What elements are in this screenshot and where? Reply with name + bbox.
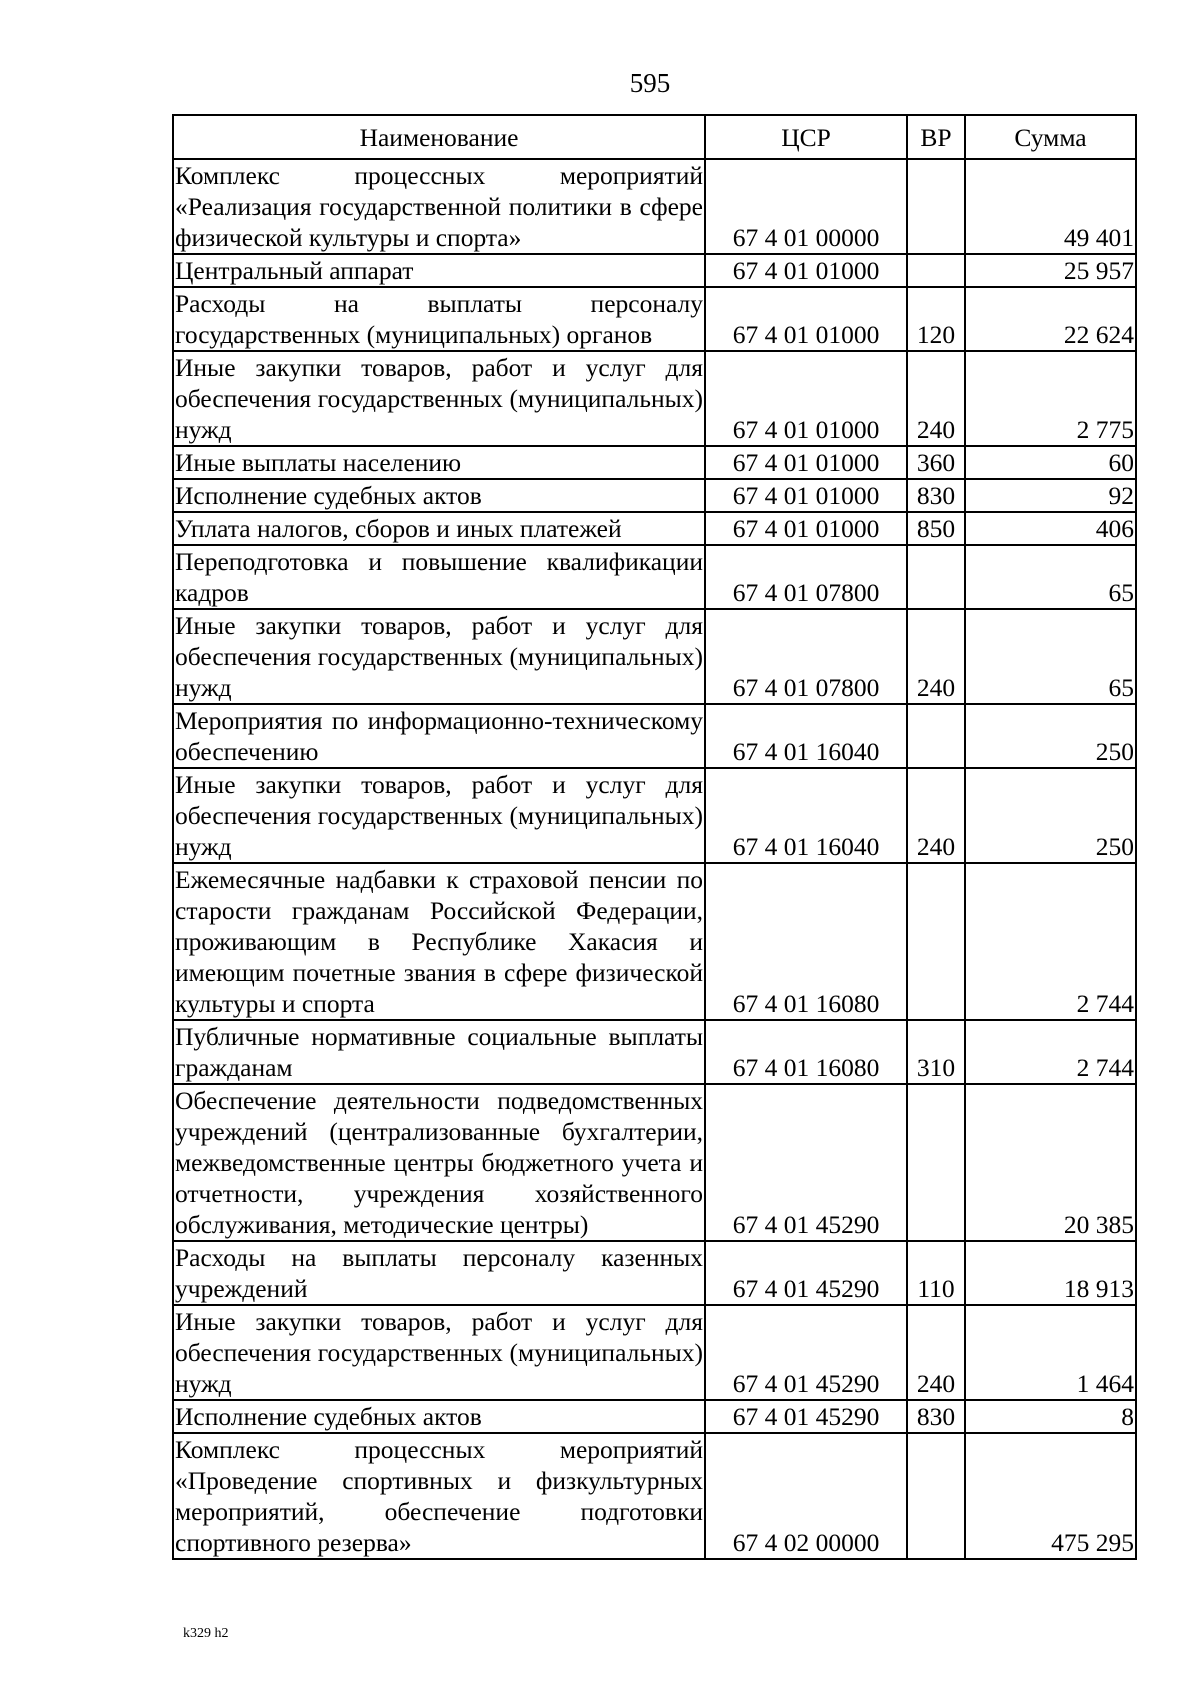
row-name-cell: Уплата налогов, сборов и иных платежей <box>173 512 705 545</box>
table-row <box>173 609 1136 704</box>
row-vr-cell <box>907 254 965 287</box>
row-name-cell: Комплекс процессных мероприятий «Реализация государственной политики в сфере физической культуры и спорта» <box>175 161 703 252</box>
row-vr-cell <box>907 1084 965 1241</box>
row-csr-cell: 67 4 01 16040 <box>705 768 907 863</box>
table-row <box>173 512 1136 545</box>
row-csr-cell: 67 4 01 45290 <box>705 1241 907 1305</box>
row-csr-cell: 67 4 01 45290 <box>705 1305 907 1400</box>
row-csr-cell: 67 4 01 01000 <box>705 512 907 545</box>
table-row <box>173 159 1136 254</box>
row-sum-cell: 8 <box>965 1400 1136 1433</box>
row-name-cell: Обеспечение деятельности подведомственных учреждений (централизованные бухгалтерии, межведомственные центры бюджетного учета и отчетности, учреждения хозяйственного обслуживания, методические центры) <box>175 1086 703 1239</box>
row-vr-cell: 120 <box>907 287 965 351</box>
row-name-cell: Комплекс процессных мероприятий «Проведение спортивных и физкультурных мероприятий, обеспечение подготовки спортивного резерва» <box>175 1435 703 1557</box>
row-name-cell: Расходы на выплаты персоналу казенных учреждений <box>175 1243 703 1303</box>
row-sum-cell: 25 957 <box>965 254 1136 287</box>
row-sum-cell: 92 <box>965 479 1136 512</box>
row-name-cell: Ежемесячные надбавки к страховой пенсии по старости гражданам Российской Федерации, проживающим в Республике Хакасия и имеющим почетные звания в сфере физической культуры и спорта <box>175 865 703 1018</box>
table-row <box>173 768 1136 863</box>
row-csr-cell: 67 4 01 01000 <box>705 287 907 351</box>
row-sum-cell: 65 <box>965 545 1136 609</box>
header-sum: Сумма <box>965 115 1136 159</box>
row-name-cell: Переподготовка и повышение квалификации кадров <box>175 547 703 607</box>
row-name-cell: Иные выплаты населению <box>173 446 705 479</box>
row-sum-cell: 2 744 <box>965 863 1136 1020</box>
row-vr-cell: 240 <box>907 351 965 446</box>
row-sum-cell: 2 775 <box>965 351 1136 446</box>
row-vr-cell <box>907 1433 965 1559</box>
table-row <box>173 254 1136 287</box>
table-row <box>173 1400 1136 1433</box>
row-csr-cell: 67 4 01 45290 <box>705 1084 907 1241</box>
table-row <box>173 1084 1136 1241</box>
table-row <box>173 1020 1136 1084</box>
budget-table <box>172 114 1137 1560</box>
row-sum-cell: 1 464 <box>965 1305 1136 1400</box>
row-name-cell: Исполнение судебных актов <box>173 479 705 512</box>
row-csr-cell: 67 4 01 07800 <box>705 545 907 609</box>
table-row <box>173 1433 1136 1559</box>
row-csr-cell: 67 4 01 16080 <box>705 863 907 1020</box>
row-csr-cell: 67 4 02 00000 <box>705 1433 907 1559</box>
row-sum-cell: 20 385 <box>965 1084 1136 1241</box>
row-vr-cell: 850 <box>907 512 965 545</box>
header-name: Наименование <box>173 115 705 159</box>
row-sum-cell: 250 <box>965 768 1136 863</box>
row-name-cell: Расходы на выплаты персоналу государственных (муниципальных) органов <box>175 289 703 349</box>
row-sum-cell: 250 <box>965 704 1136 768</box>
table-row <box>173 704 1136 768</box>
row-sum-cell: 18 913 <box>965 1241 1136 1305</box>
row-vr-cell: 360 <box>907 446 965 479</box>
row-name-cell: Исполнение судебных актов <box>173 1400 705 1433</box>
footer-code: k329 h2 <box>183 1626 229 1641</box>
table-row <box>173 1241 1136 1305</box>
row-vr-cell <box>907 545 965 609</box>
row-sum-cell: 65 <box>965 609 1136 704</box>
row-sum-cell: 49 401 <box>965 159 1136 254</box>
row-sum-cell: 22 624 <box>965 287 1136 351</box>
row-sum-cell: 475 295 <box>965 1433 1136 1559</box>
table-row <box>173 479 1136 512</box>
row-vr-cell <box>907 159 965 254</box>
row-name-cell: Иные закупки товаров, работ и услуг для обеспечения государственных (муниципальных) нужд <box>175 611 703 702</box>
row-vr-cell: 240 <box>907 1305 965 1400</box>
row-vr-cell: 240 <box>907 768 965 863</box>
row-csr-cell: 67 4 01 01000 <box>705 254 907 287</box>
table-row <box>173 545 1136 609</box>
row-name-cell: Иные закупки товаров, работ и услуг для обеспечения государственных (муниципальных) нужд <box>175 770 703 861</box>
row-name-cell: Иные закупки товаров, работ и услуг для обеспечения государственных (муниципальных) нужд <box>175 353 703 444</box>
row-vr-cell: 110 <box>907 1241 965 1305</box>
table-header-row <box>173 115 1136 159</box>
row-sum-cell: 2 744 <box>965 1020 1136 1084</box>
header-vr: ВР <box>907 115 965 159</box>
row-name-cell: Мероприятия по информационно-техническому обеспечению <box>175 706 703 766</box>
table-row <box>173 863 1136 1020</box>
row-csr-cell: 67 4 01 00000 <box>705 159 907 254</box>
row-name-cell: Иные закупки товаров, работ и услуг для обеспечения государственных (муниципальных) нужд <box>175 1307 703 1398</box>
row-csr-cell: 67 4 01 07800 <box>705 609 907 704</box>
row-vr-cell: 240 <box>907 609 965 704</box>
row-name-cell: Центральный аппарат <box>173 254 705 287</box>
row-csr-cell: 67 4 01 01000 <box>705 351 907 446</box>
row-csr-cell: 67 4 01 16040 <box>705 704 907 768</box>
row-csr-cell: 67 4 01 01000 <box>705 446 907 479</box>
row-csr-cell: 67 4 01 16080 <box>705 1020 907 1084</box>
row-sum-cell: 60 <box>965 446 1136 479</box>
table-body <box>173 159 1136 1559</box>
row-vr-cell <box>907 704 965 768</box>
row-vr-cell: 310 <box>907 1020 965 1084</box>
row-csr-cell: 67 4 01 01000 <box>705 479 907 512</box>
table-row <box>173 287 1136 351</box>
header-csr: ЦСР <box>705 115 907 159</box>
page-number: 595 <box>629 68 671 98</box>
table-row <box>173 351 1136 446</box>
row-sum-cell: 406 <box>965 512 1136 545</box>
table-row <box>173 1305 1136 1400</box>
table-row <box>173 446 1136 479</box>
row-vr-cell: 830 <box>907 1400 965 1433</box>
row-vr-cell: 830 <box>907 479 965 512</box>
row-vr-cell <box>907 863 965 1020</box>
row-name-cell: Публичные нормативные социальные выплаты гражданам <box>175 1022 703 1082</box>
row-csr-cell: 67 4 01 45290 <box>705 1400 907 1433</box>
